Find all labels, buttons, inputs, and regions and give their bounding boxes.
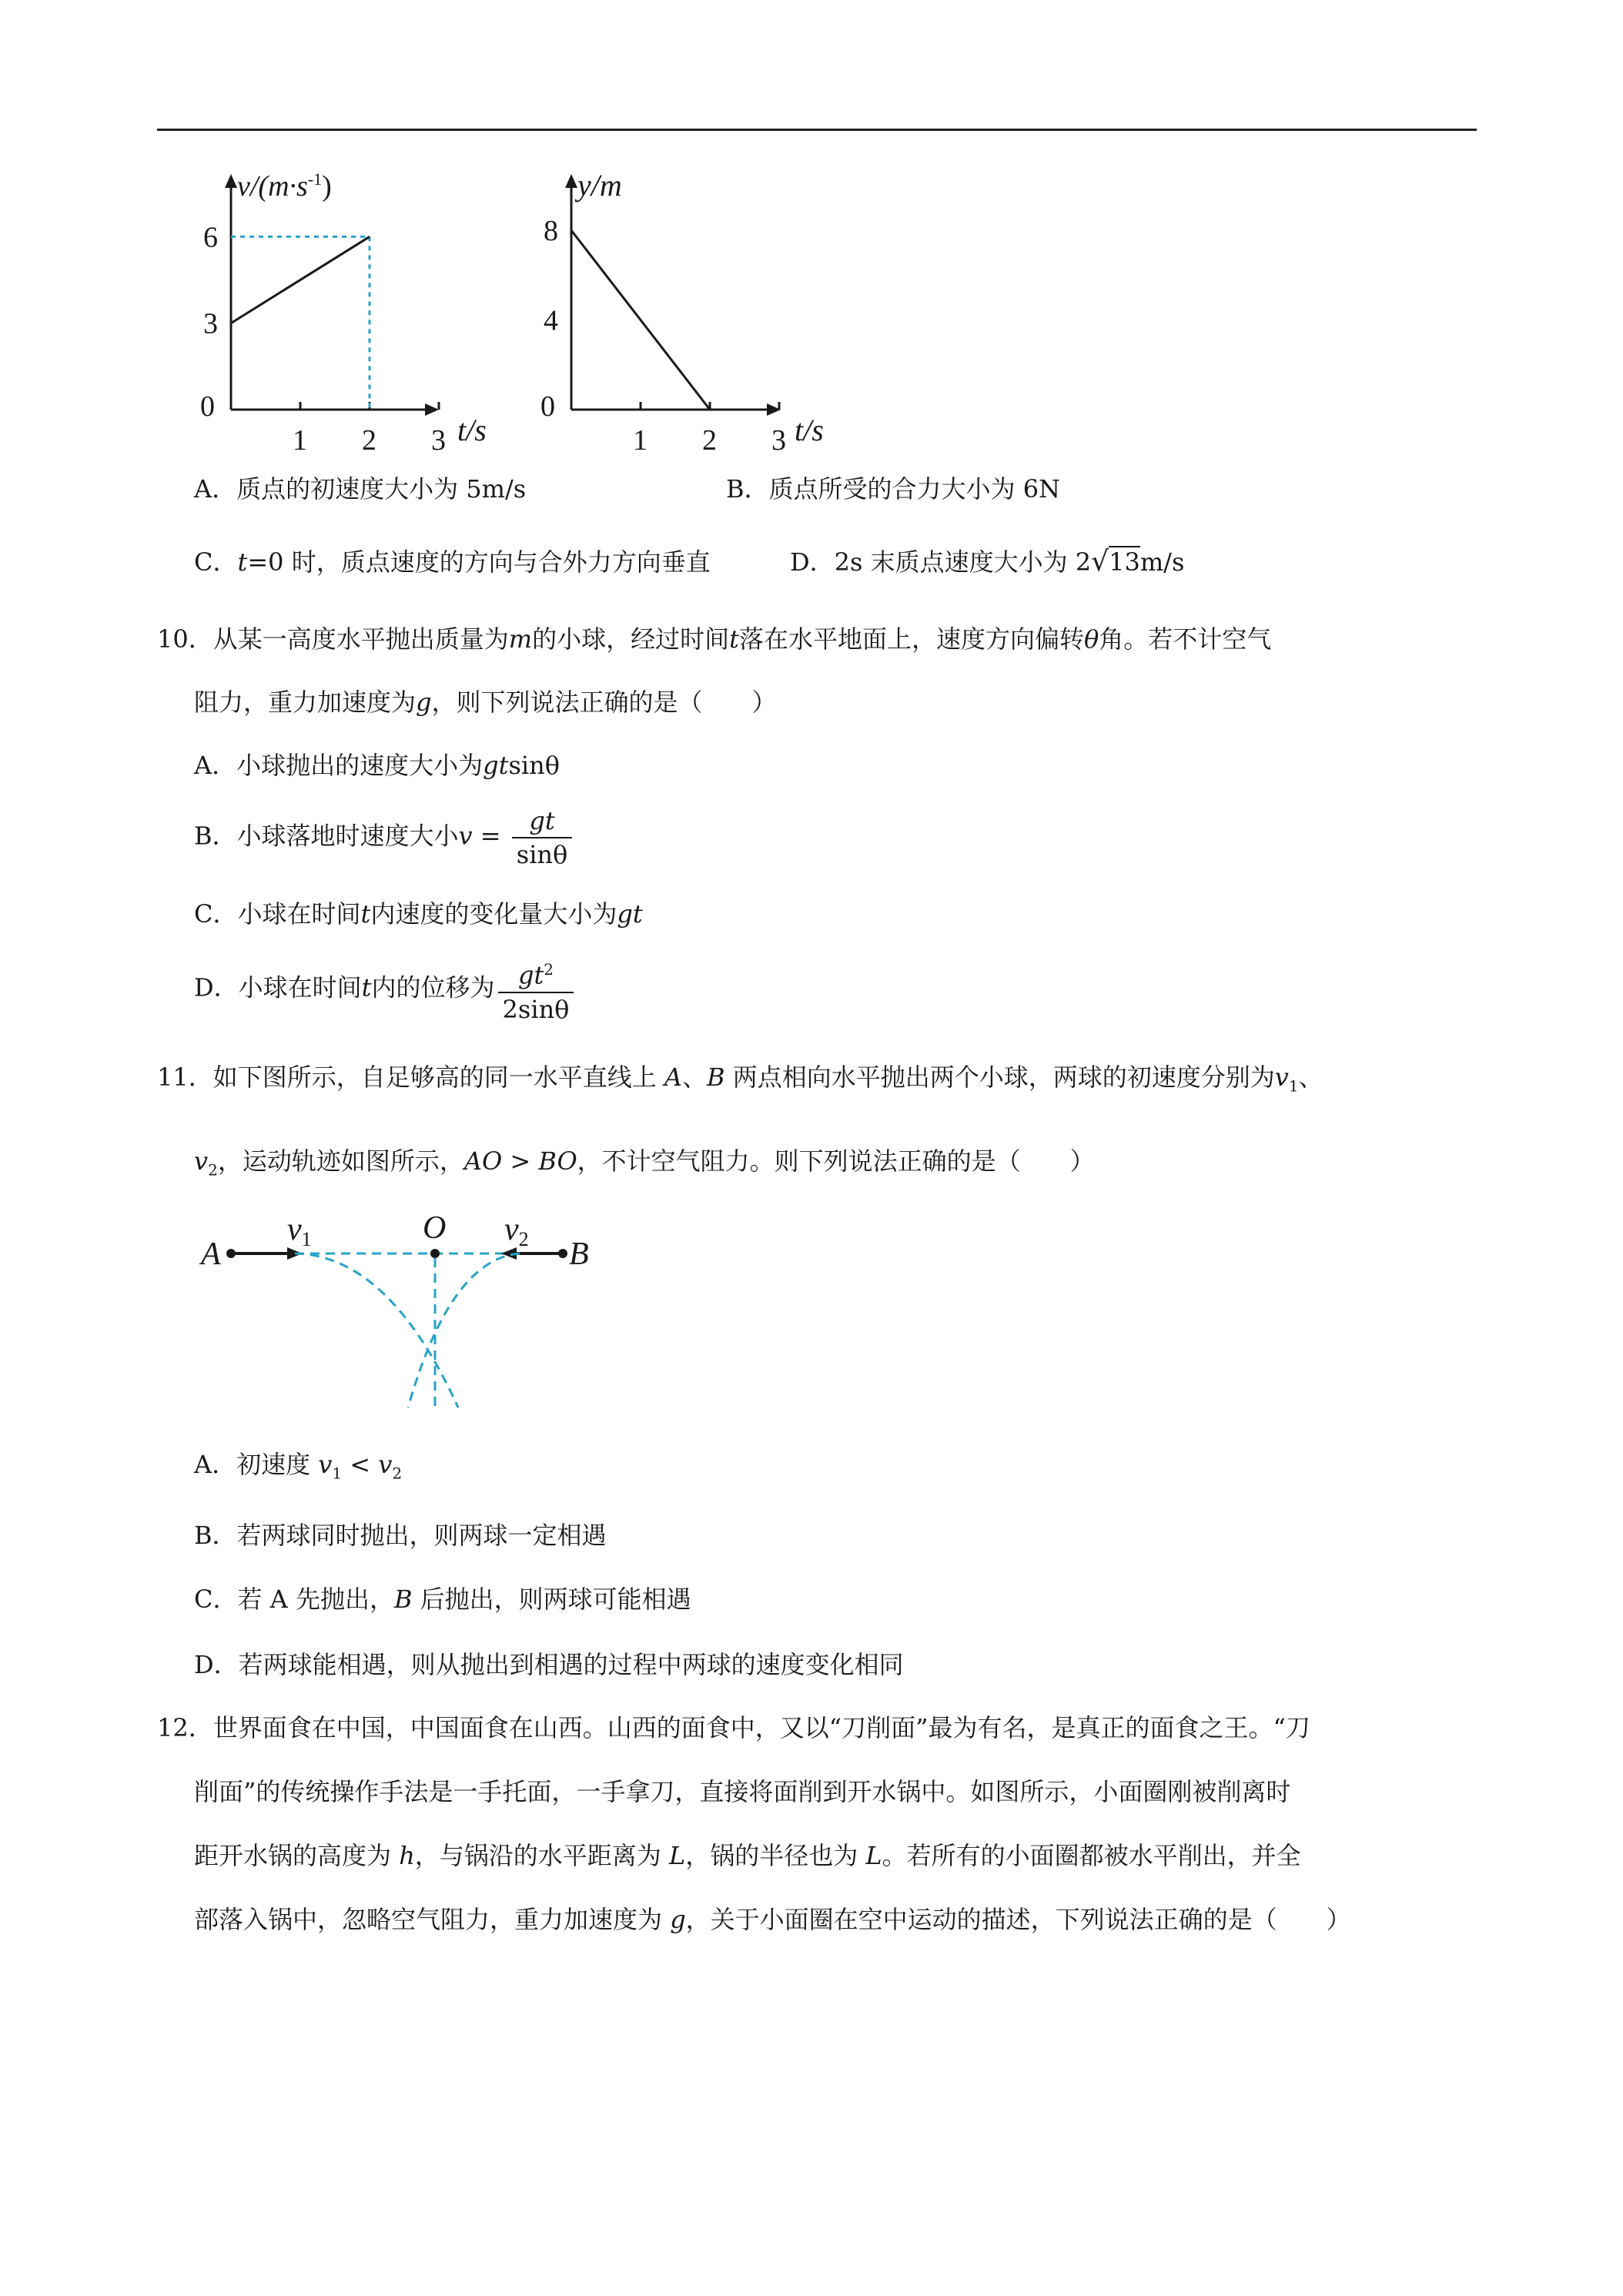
x-tick-label-1: 1: [633, 424, 648, 454]
q9-option-c: C．t=0 时，质点速度的方向与合外力方向垂直: [194, 547, 711, 577]
q10-d-fraction: $\frac{gt^2}{2\sin\theta}$: [498, 955, 574, 1024]
x-tick-label-2: 2: [362, 424, 376, 454]
point-a-dot: [226, 1249, 236, 1258]
fig-label-v1: v1: [287, 1212, 312, 1250]
y-tick-label-6: 6: [203, 221, 218, 254]
x-tick-label-2: 2: [702, 424, 717, 454]
q11-option-c: C．若 A 先抛出，B 后抛出，则两球可能相遇: [194, 1585, 691, 1614]
q10-stem-line2: 阻力，重力加速度为g，则下列说法正确的是（ ）: [194, 688, 777, 717]
yt-x-label: t/s: [795, 413, 824, 447]
x-axis-arrow: [425, 403, 439, 416]
fig-label-b: B: [569, 1237, 589, 1272]
vt-origin: 0: [200, 390, 215, 423]
vt-y-label: $v/(m\cdot s^{-1})$: [237, 169, 332, 202]
y-tick-label-4: 4: [544, 304, 558, 337]
q10-stem-line1: 10．从某一高度水平抛出质量为m的小球，经过时间t落在水平地面上，速度方向偏转θ角。若不计空气: [157, 624, 1272, 654]
q12-stem-line4: 部落入锅中，忽略空气阻力，重力加速度为 g，关于小面圈在空中运动的描述，下列说法正确的是（ ）: [194, 1905, 1351, 1934]
q12-stem-line1: 12．世界面食在中国，中国面食在山西。山西的面食中，又以“刀削面”最为有名，是真正的面食之王。“刀: [157, 1713, 1310, 1742]
q11-option-b: B．若两球同时抛出，则两球一定相遇: [194, 1521, 607, 1550]
x-tick-label-3: 3: [771, 424, 786, 454]
q10-option-a: A．小球抛出的速度大小为gtsinθ: [194, 751, 560, 780]
position-time-chart: [524, 162, 847, 454]
series-line: [571, 230, 710, 410]
velocity-time-chart: [185, 162, 493, 454]
y-tick-label-8: 8: [544, 215, 558, 248]
fig-label-o: O: [423, 1210, 447, 1246]
q12-stem-line2: 削面”的传统操作手法是一手托面，一手拿刀，直接将面削到开水锅中。如图所示，小面圈刚被削离时: [194, 1777, 1291, 1806]
q11-option-a: A．初速度 $v_1 < v_2$: [194, 1450, 403, 1483]
header-rule: [157, 129, 1477, 131]
yt-y-label: y/m: [577, 168, 622, 202]
point-o-dot: [430, 1249, 440, 1258]
y-axis-arrow: [225, 174, 237, 188]
x-tick-label-3: 3: [431, 424, 446, 454]
q12-stem-line3: 距开水锅的高度为 h，与锅沿的水平距离为 L，锅的半径也为 L。若所有的小面圈都被水平削出，并全: [194, 1841, 1301, 1870]
x-tick-label-1: 1: [293, 424, 307, 454]
q10-b-fraction: $\frac{gt}{\sin\theta}$: [512, 806, 573, 869]
q10-option-c: C．小球在时间t内速度的变化量大小为gt: [194, 899, 643, 929]
projectile-diagram: [196, 1201, 627, 1409]
q11-stem-line1: 11．如下图所示，自足够高的同一水平直线上 A、B 两点相向水平抛出两个小球，两球的初速度分别为$v_1$、: [157, 1063, 1323, 1096]
yt-origin: 0: [540, 390, 555, 423]
q9-option-a: A．质点的初速度大小为 5m/s: [194, 474, 527, 504]
q10-option-d: D．小球在时间t内的位移为 $\frac{gt^2}{2\sin\theta}$: [194, 955, 577, 1024]
q10-option-b: B．小球落地时速度大小v = $\frac{gt}{\sin\theta}$: [194, 806, 575, 869]
vt-x-label: t/s: [457, 413, 487, 447]
fig-label-a: A: [201, 1237, 221, 1272]
q9-option-d: D．2s 末质点速度大小为 2√13m/s: [790, 546, 1185, 577]
y-axis-arrow: [565, 174, 577, 188]
y-tick-label-3: 3: [203, 307, 218, 340]
q11-option-d: D．若两球能相遇，则从抛出到相遇的过程中两球的速度变化相同: [194, 1650, 904, 1679]
series-line: [231, 236, 370, 323]
q11-stem-line2: $v_2$，运动轨迹如图所示，AO > BO，不计空气阻力。则下列说法正确的是（ ）: [194, 1146, 1095, 1180]
q9-option-b: B．质点所受的合力大小为 6N: [726, 474, 1061, 504]
fig-label-v2: v2: [504, 1212, 529, 1250]
point-b-dot: [558, 1249, 567, 1258]
